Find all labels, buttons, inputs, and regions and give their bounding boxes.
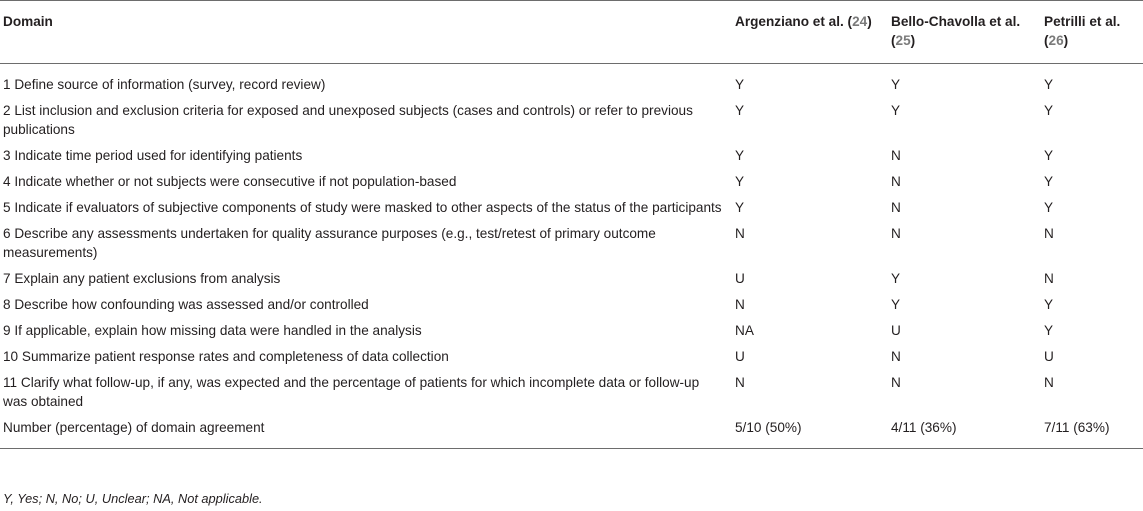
bello-chavolla-cell: N bbox=[891, 375, 901, 390]
domain-cell: 1 Define source of information (survey, record review) bbox=[3, 77, 326, 92]
domain-cell: 2 List inclusion and exclusion criteria for exposed and unexposed subjects (cases and controls) or refer to previous publications bbox=[3, 103, 693, 137]
domain-cell: 6 Describe any assessments undertaken for quality assurance purposes (e.g., test/retest of primary outcome measurements) bbox=[3, 226, 656, 260]
argenziano-cell: Y bbox=[735, 148, 745, 163]
table-row bbox=[0, 317, 1143, 343]
argenziano-cell: Y bbox=[735, 200, 745, 215]
domain-cell: 10 Summarize patient response rates and completeness of data collection bbox=[3, 349, 449, 364]
petrilli-cell: N bbox=[1044, 226, 1054, 241]
petrilli-cell: 7/11 (63%) bbox=[1044, 420, 1110, 435]
domain-cell: 11 Clarify what follow-up, if any, was expected and the percentage of patients for which incomplete data or follow-up was obtained bbox=[3, 375, 700, 409]
bello-chavolla-cell: N bbox=[891, 226, 901, 241]
header-study-argenziano: Argenziano et al. (24) bbox=[735, 14, 872, 29]
domain-cell: 3 Indicate time period used for identifying patients bbox=[3, 148, 303, 163]
table-row bbox=[0, 168, 1143, 194]
domain-cell: 9 If applicable, explain how missing data were handled in the analysis bbox=[3, 323, 422, 338]
petrilli-cell: N bbox=[1044, 375, 1054, 390]
header-study-name: Argenziano et al. bbox=[735, 14, 844, 29]
header-domain: Domain bbox=[3, 14, 53, 29]
argenziano-cell: NA bbox=[735, 323, 754, 338]
reference-link[interactable]: 25 bbox=[895, 33, 911, 48]
table-row bbox=[0, 369, 1143, 414]
argenziano-cell: U bbox=[735, 271, 745, 286]
table-row bbox=[0, 265, 1143, 291]
table-footnote: Y, Yes; N, No; U, Unclear; NA, Not applicable. bbox=[3, 491, 263, 506]
table-row bbox=[0, 142, 1143, 168]
argenziano-cell: U bbox=[735, 349, 745, 364]
table-row bbox=[0, 220, 1143, 265]
petrilli-cell: Y bbox=[1044, 323, 1054, 338]
petrilli-cell: U bbox=[1044, 349, 1054, 364]
petrilli-cell: Y bbox=[1044, 77, 1054, 92]
petrilli-cell: Y bbox=[1044, 148, 1054, 163]
argenziano-cell: N bbox=[735, 297, 745, 312]
header-study-name: Bello-Chavolla et al. bbox=[891, 14, 1021, 29]
bello-chavolla-cell: Y bbox=[891, 103, 901, 118]
argenziano-cell: N bbox=[735, 226, 745, 241]
bello-chavolla-cell: Y bbox=[891, 297, 901, 312]
bello-chavolla-cell: U bbox=[891, 323, 901, 338]
domain-cell: 7 Explain any patient exclusions from analysis bbox=[3, 271, 281, 286]
argenziano-cell: Y bbox=[735, 77, 745, 92]
petrilli-cell: Y bbox=[1044, 174, 1054, 189]
argenziano-cell: Y bbox=[735, 103, 745, 118]
domain-cell: Number (percentage) of domain agreement bbox=[3, 420, 265, 435]
argenziano-cell: Y bbox=[735, 174, 745, 189]
table-row bbox=[0, 97, 1143, 142]
bello-chavolla-cell: 4/11 (36%) bbox=[891, 420, 957, 435]
bello-chavolla-cell: N bbox=[891, 349, 901, 364]
table-row bbox=[0, 64, 1143, 98]
header-study-name: Petrilli et al. bbox=[1044, 14, 1121, 29]
petrilli-cell: Y bbox=[1044, 103, 1054, 118]
table-row bbox=[0, 291, 1143, 317]
argenziano-cell: 5/10 (50%) bbox=[735, 420, 802, 435]
table-row bbox=[0, 343, 1143, 369]
bello-chavolla-cell: N bbox=[891, 174, 901, 189]
argenziano-cell: N bbox=[735, 375, 745, 390]
table-row bbox=[0, 194, 1143, 220]
reference-link[interactable]: 26 bbox=[1048, 33, 1064, 48]
bello-chavolla-cell: Y bbox=[891, 271, 901, 286]
domain-cell: 5 Indicate if evaluators of subjective components of study were masked to other aspects of the status of the participants bbox=[3, 200, 722, 215]
reference-link[interactable]: 24 bbox=[852, 14, 868, 29]
bello-chavolla-cell: N bbox=[891, 200, 901, 215]
domain-cell: 8 Describe how confounding was assessed and/or controlled bbox=[3, 297, 369, 312]
table-header-row bbox=[0, 1, 1143, 64]
header-study-petrilli: Petrilli et al. (26) bbox=[1044, 14, 1121, 48]
domain-cell: 4 Indicate whether or not subjects were consecutive if not population-based bbox=[3, 174, 457, 189]
petrilli-cell: Y bbox=[1044, 297, 1054, 312]
petrilli-cell: N bbox=[1044, 271, 1054, 286]
bello-chavolla-cell: Y bbox=[891, 77, 901, 92]
summary-row bbox=[0, 414, 1143, 449]
bello-chavolla-cell: N bbox=[891, 148, 901, 163]
header-study-bello-chavolla: Bello-Chavolla et al. (25) bbox=[891, 14, 1021, 48]
petrilli-cell: Y bbox=[1044, 200, 1054, 215]
